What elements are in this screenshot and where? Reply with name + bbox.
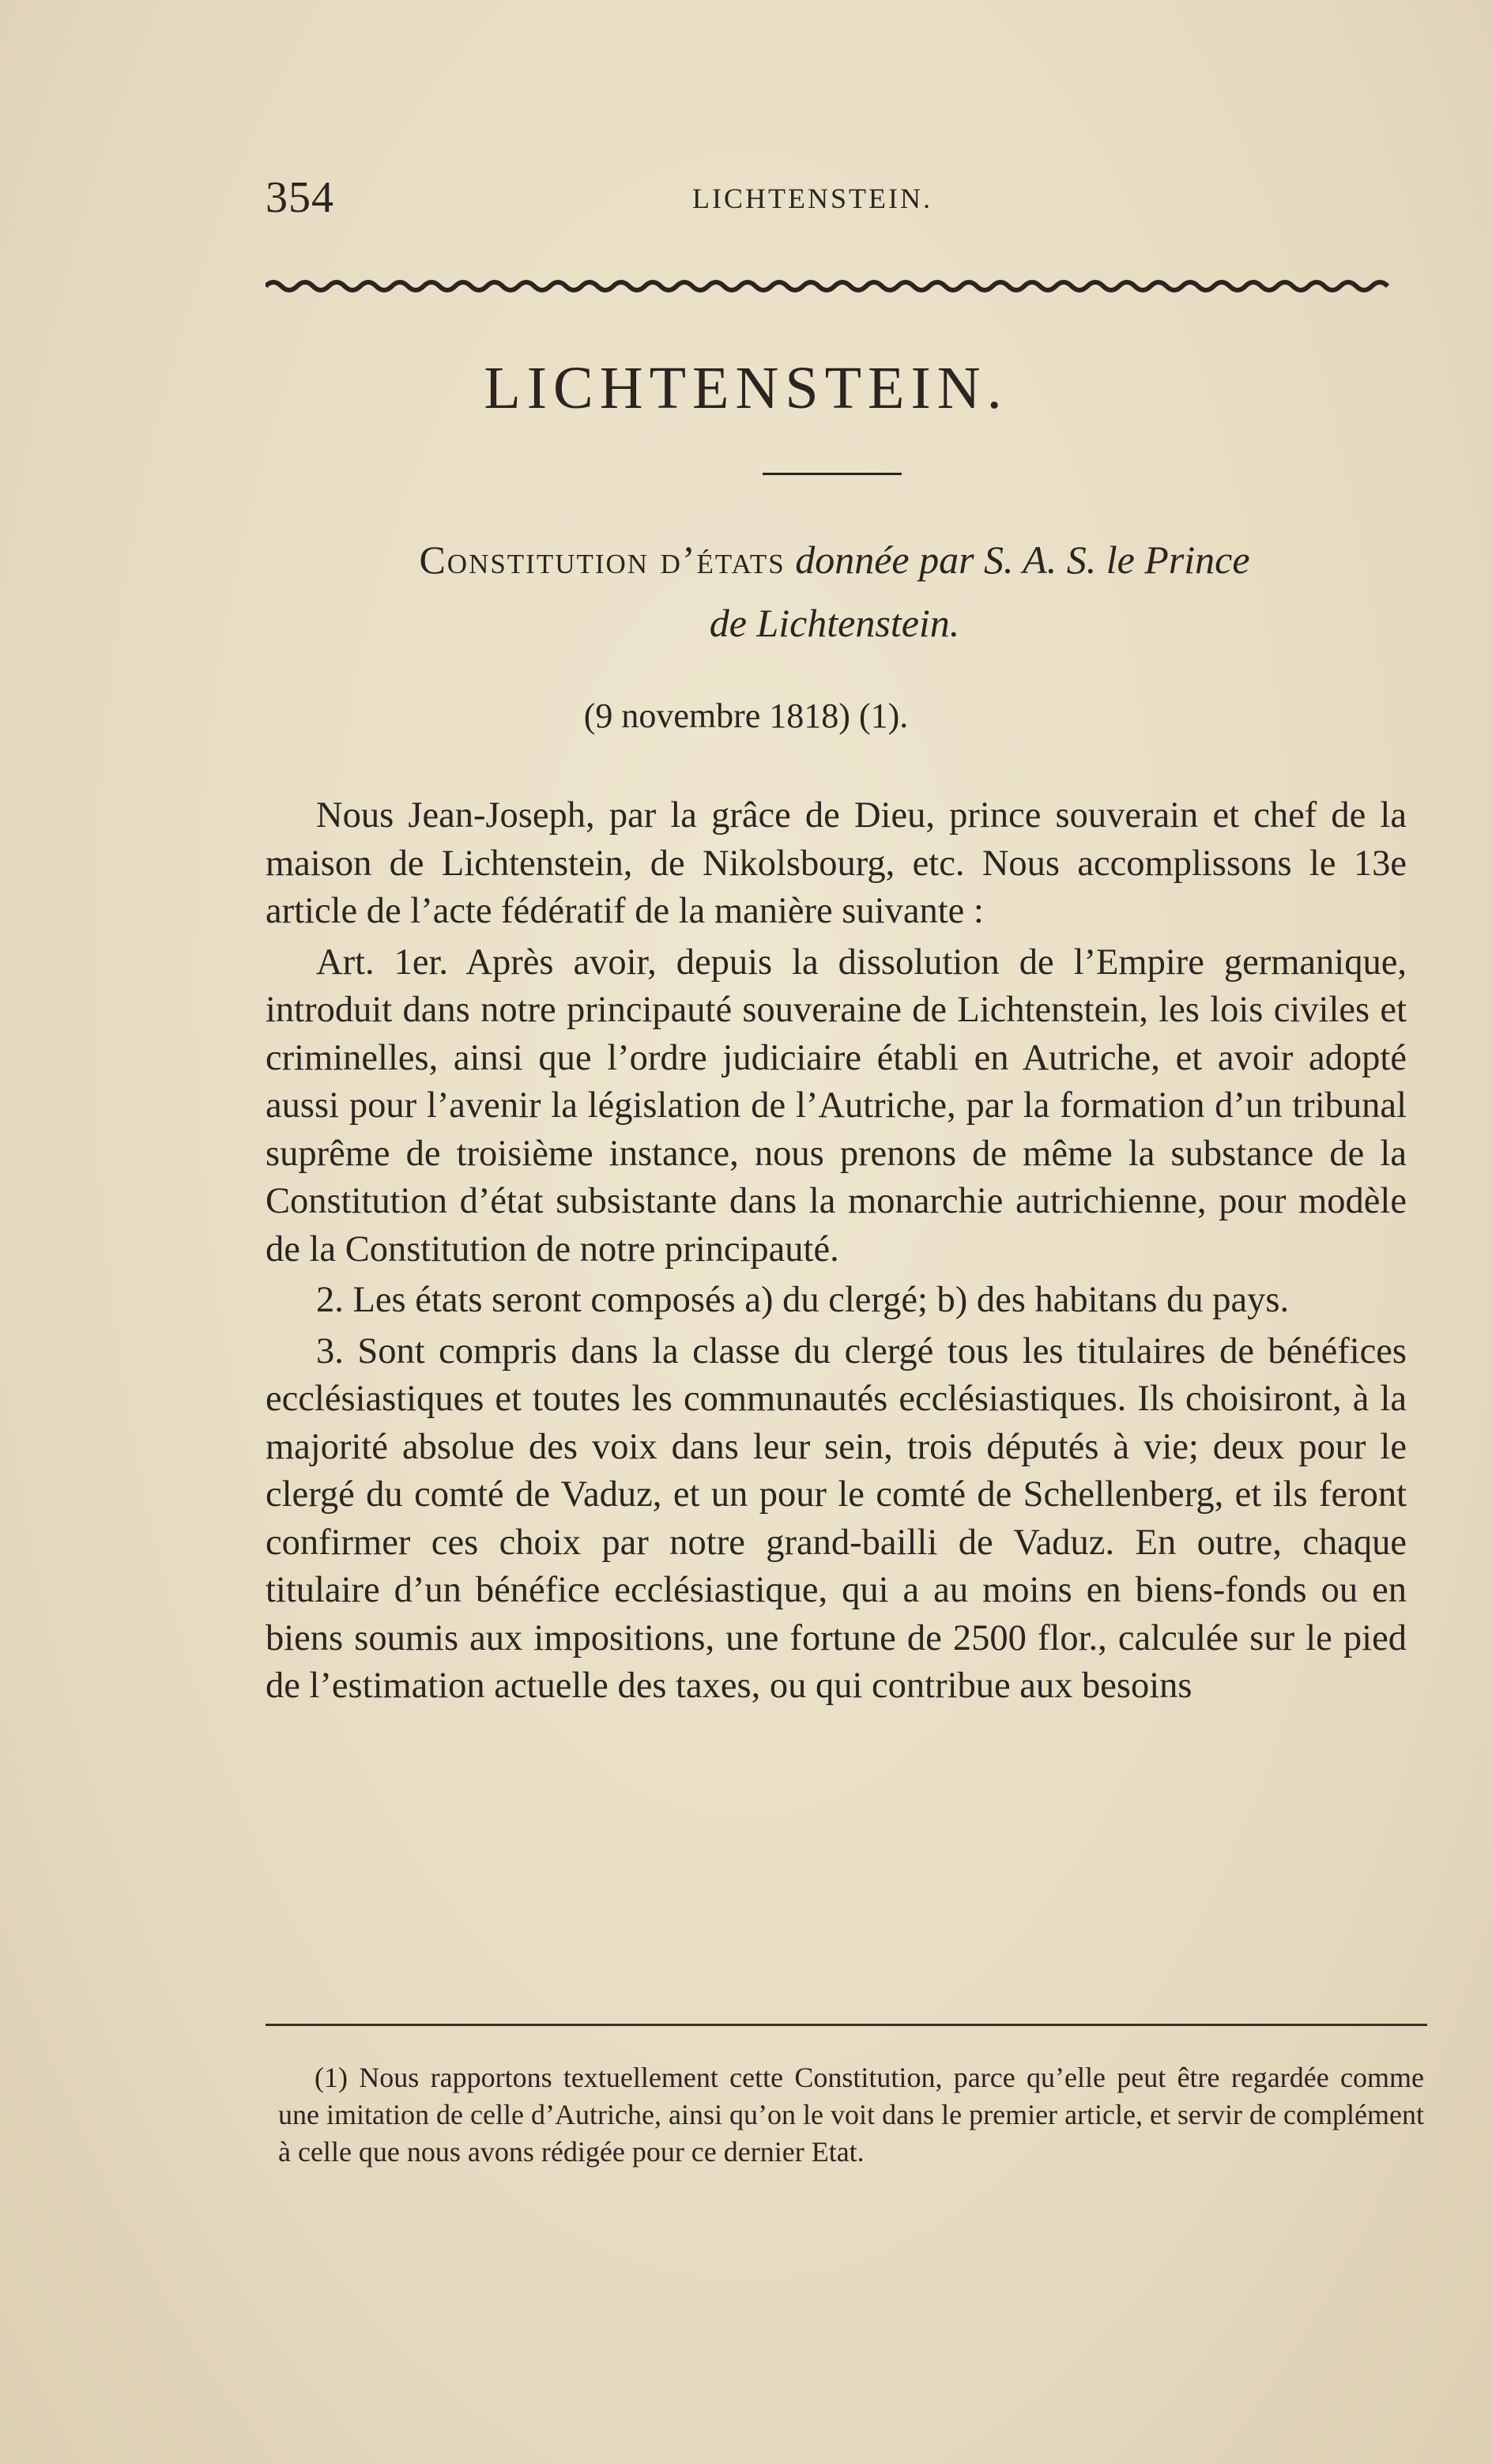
paragraph: Art. 1er. Après avoir, depuis la dissolution de l’Empire germanique, introduit dans notre principauté souveraine de Lichtenstein, les lois civiles et criminelles, ainsi que l’ordre judiciaire établi en Autriche, et avoir adopté aussi pour l’avenir la législation de l’Autriche, par la formation d’un tribunal suprême de troisième instance, nous prenons de même la substance de la Constitution d’état subsistante dans la monarchie autrichienne, pour modèle de la Constitution de notre principauté. bbox=[266, 941, 1407, 1270]
heading-italic-line-1: donnée par S. A. S. le Prince bbox=[795, 538, 1250, 582]
paragraph: 3. Sont compris dans la classe du clergé tous les titulaires de bénéfices ecclésiastiques et toutes les communautés ecclésiastiques. Ils choisiront, à la majorité absolue des voix dans leur sein, trois députés à vie; deux pour le clergé du comté de Vaduz, et un pour le comté de Schellenberg, et ils feront confirmer ces choix par notre grand-bailli de Vaduz. En outre, chaque titulaire d’un bénéfice ecclésiastique, qui a au moins en biens-fonds ou en biens soumis aux impositions, une fortune de 2500 flor., calculée sur le pied de l’estimation actuelle des taxes, ou qui contribue aux besoins bbox=[266, 1330, 1407, 1706]
running-title: LICHTENSTEIN. bbox=[692, 183, 932, 214]
chapter-title: LICHTENSTEIN. bbox=[484, 355, 1008, 421]
ornamental-rule bbox=[266, 277, 1396, 296]
title-rule bbox=[763, 473, 902, 475]
paragraph: Nous Jean-Joseph, par la grâce de Dieu, prince souverain et chef de la maison de Lichtenstein, de Nikolsbourg, etc. Nous accomplissons le 13e article de l’acte fédératif de la manière suivante : bbox=[266, 795, 1407, 931]
heading-smallcaps: Constitution d’états bbox=[419, 538, 786, 582]
footnote-rule bbox=[266, 2024, 1427, 2026]
heading-italic-line-2: de Lichtenstein. bbox=[709, 601, 960, 645]
page-number: 354 bbox=[266, 173, 334, 222]
body-text bbox=[266, 792, 1407, 1711]
page-header bbox=[266, 172, 1403, 228]
footnote: (1) Nous rapportons textuellement cette Constitution, parce qu’elle peut être regardée comme une imitation de celle d’Autriche, ainsi qu’on le voit dans le premier article, et servir de complément à celle que nous avons rédigée pour ce dernier Etat. bbox=[278, 2062, 1424, 2168]
date-line: (9 novembre 1818) (1). bbox=[583, 696, 909, 735]
paragraph: 2. Les états seront composés a) du clergé; b) des habitans du pays. bbox=[316, 1280, 1290, 1320]
section-heading bbox=[266, 528, 1403, 655]
